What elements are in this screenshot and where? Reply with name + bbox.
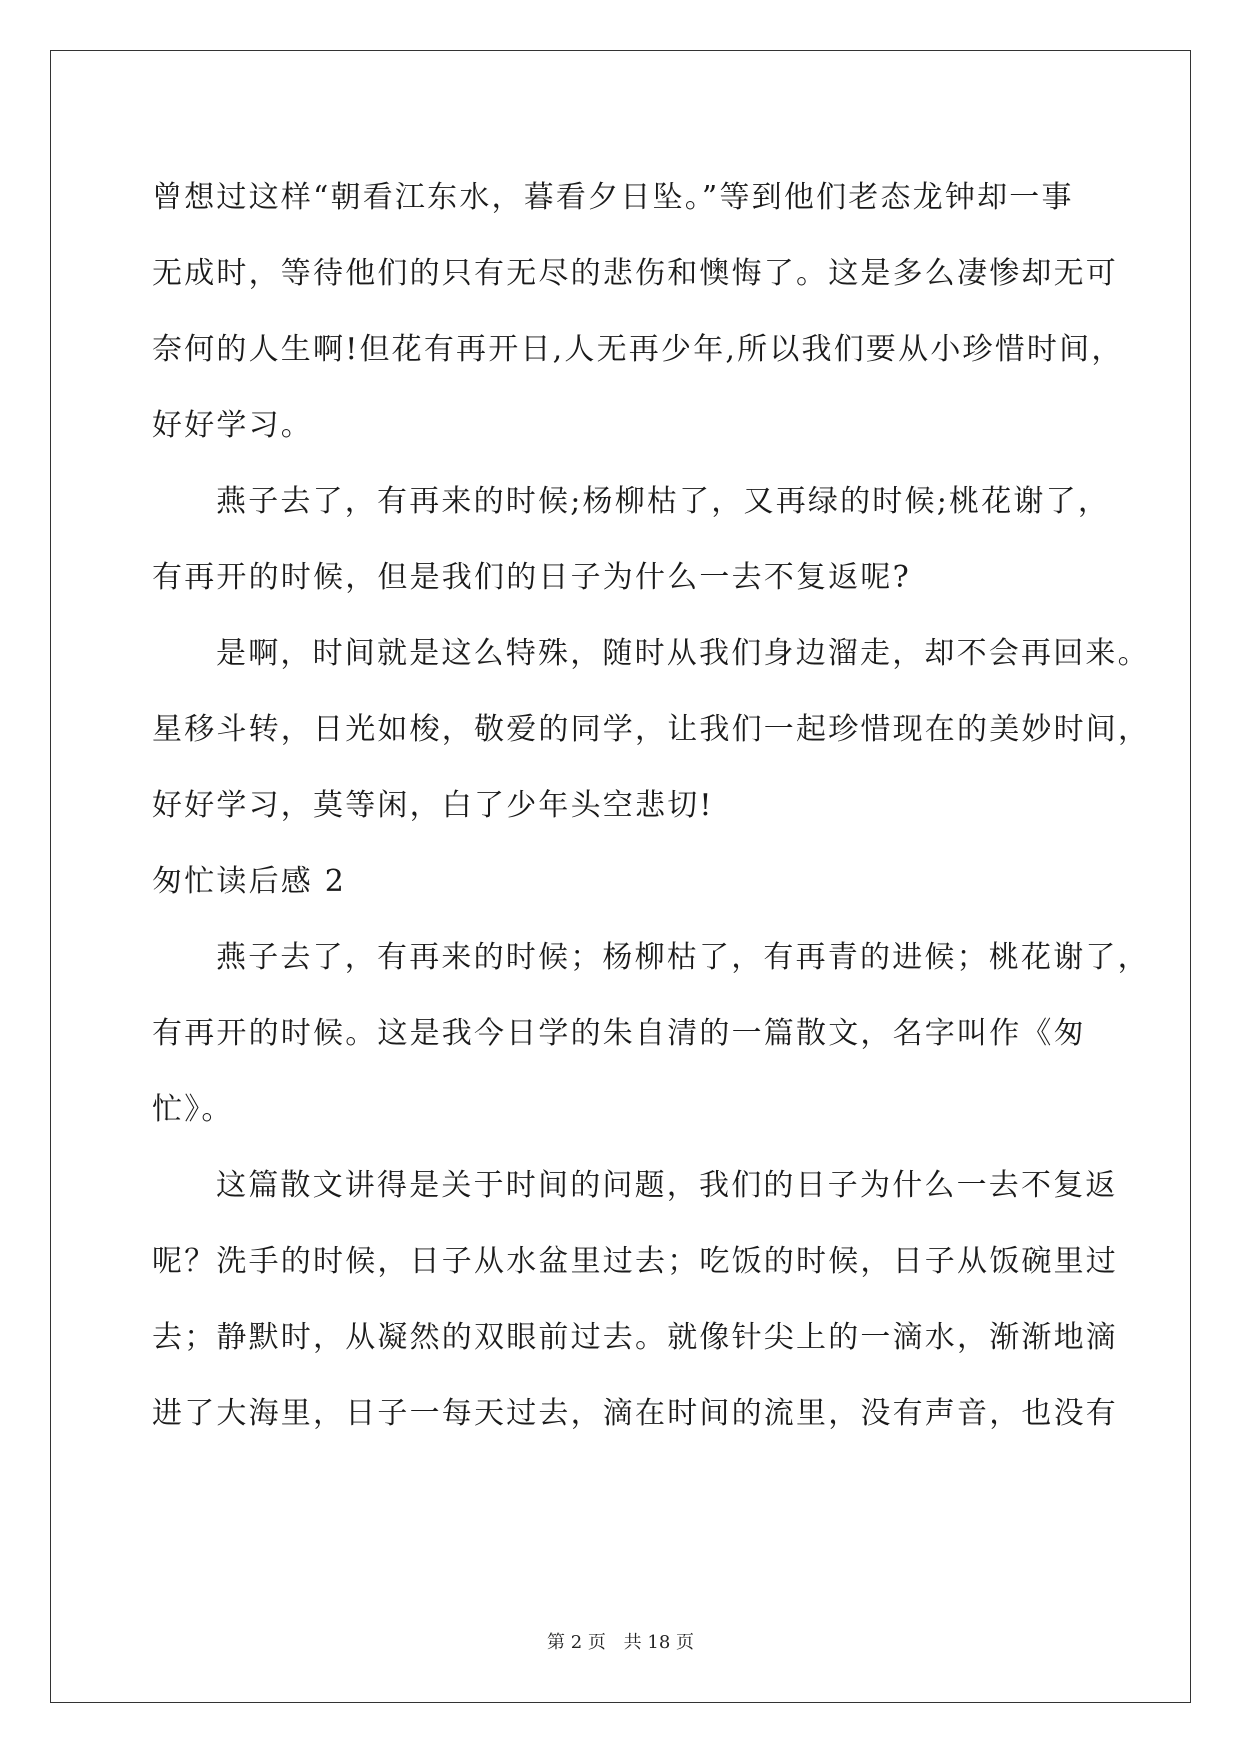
text-line: 星移斗转，日光如梭，敬爱的同学，让我们一起珍惜现在的美妙时间，	[152, 712, 1151, 747]
text-line: 好好学习，莫等闲，白了少年头空悲切!	[152, 788, 714, 823]
text-line: 去；静默时，从凝然的双眼前过去。就像针尖上的一滴水，渐渐地滴	[152, 1320, 1118, 1355]
text-line: 有再开的时候，但是我们的日子为什么一去不复返呢?	[152, 560, 911, 595]
text-line: 有再开的时候。这是我今日学的朱自清的一篇散文，名字叫作《匆	[152, 1016, 1086, 1051]
text-line: 燕子去了，有再来的时候;杨柳枯了，又再绿的时候;桃花谢了，	[216, 484, 1111, 519]
section-heading: 匆忙读后感 2	[152, 864, 347, 899]
page-footer	[0, 1628, 1241, 1654]
text-line: 是啊，时间就是这么特殊，随时从我们身边溜走，却不会再回来。	[216, 636, 1150, 671]
text-line: 奈何的人生啊!但花有再开日,人无再少年,所以我们要从小珍惜时间，	[152, 332, 1124, 367]
page-total: 共 18 页	[623, 1632, 694, 1653]
text-line: 燕子去了，有再来的时候；杨柳枯了，有再青的进候；桃花谢了，	[216, 940, 1150, 975]
text-line: 好好学习。	[152, 408, 313, 443]
document-body	[152, 160, 1151, 1452]
page-number: 第 2 页	[547, 1632, 606, 1653]
text-line: 进了大海里，日子一每天过去，滴在时间的流里，没有声音，也没有	[152, 1396, 1118, 1431]
text-line: 呢？洗手的时候，日子从水盆里过去；吃饭的时候，日子从饭碗里过	[152, 1244, 1118, 1279]
text-line: 忙》。	[152, 1092, 234, 1127]
text-line: 这篇散文讲得是关于时间的问题，我们的日子为什么一去不复返	[216, 1168, 1118, 1203]
text-line: 无成时，等待他们的只有无尽的悲伤和懊悔了。这是多么凄惨却无可	[152, 256, 1118, 291]
text-line: 曾想过这样“朝看江东水，暮看夕日坠。”等到他们老态龙钟却一事	[152, 180, 1074, 215]
